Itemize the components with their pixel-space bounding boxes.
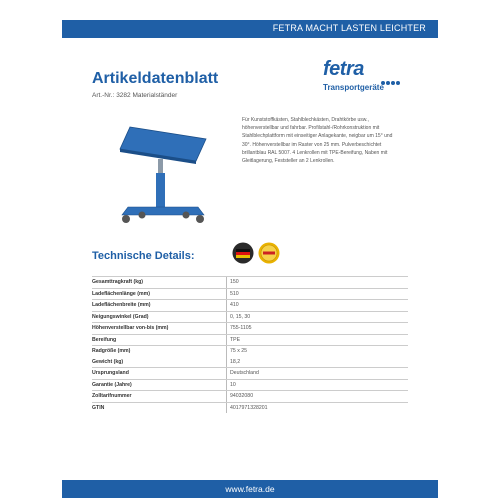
made-in-germany-badge <box>232 242 254 264</box>
spec-row: Gewicht (kg) 18,2 <box>92 357 408 368</box>
spec-row: Ursprungsland Deutschland <box>92 367 408 379</box>
spec-row: Gesamttragkraft (kg) 150 <box>92 276 408 288</box>
warranty-badge <box>258 242 280 264</box>
product-description: Für Kunststoffkästen, Stahlblechkästen, Drahtkörbe usw., höhenverstellbar und fahrbar. Profilstahl-/Rohrkonstruktion mit Stahlblechplattform mit einseitiger Anlagekante, neigbar um 15° und 30°. Höhenverstellbar im Raster von 25 mm. Pulverbeschichtet brillantblau RAL 5007. 4 Lenkrollen mit TPE-Bereifung, Naben mit Gleitlagerung, Feststeller an 2 Lenkrollen. <box>242 117 393 165</box>
logo-word: fetra <box>323 58 364 80</box>
spec-row: Neigungswinkel (Grad) 0, 15, 30 <box>92 311 408 323</box>
fetra-logo <box>323 58 403 98</box>
spec-row: Ladeflächenbreite (mm) 410 <box>92 299 408 311</box>
article-number: Art.-Nr.: 3282 Materialständer <box>92 92 178 99</box>
footer-banner <box>62 480 438 498</box>
spec-row: Zolltarifnummer 94032080 <box>92 390 408 402</box>
logo-tagline: Transportgeräte <box>323 83 384 92</box>
spec-table <box>92 276 408 413</box>
spec-row: Garantie (Jahre) 10 <box>92 379 408 391</box>
spec-row: Radgröße (mm) 75 x 25 <box>92 345 408 357</box>
banner-slogan: FETRA MACHT LASTEN LEICHTER <box>272 23 426 33</box>
spec-row: Ladeflächenlänge (mm) 510 <box>92 288 408 300</box>
section-title: Technische Details: <box>92 250 195 262</box>
material-stand-image <box>108 115 218 225</box>
page-title: Artikeldatenblatt <box>92 70 219 87</box>
top-banner <box>62 20 438 38</box>
spec-row: Höhenverstellbar von-bis (mm) 755-1105 <box>92 322 408 334</box>
spec-row: GTIN 4017971328201 <box>92 402 408 414</box>
footer-url-link[interactable]: www.fetra.de <box>225 484 275 494</box>
logo-dots-icon <box>381 72 401 90</box>
spec-row: Bereifung TPE <box>92 334 408 346</box>
